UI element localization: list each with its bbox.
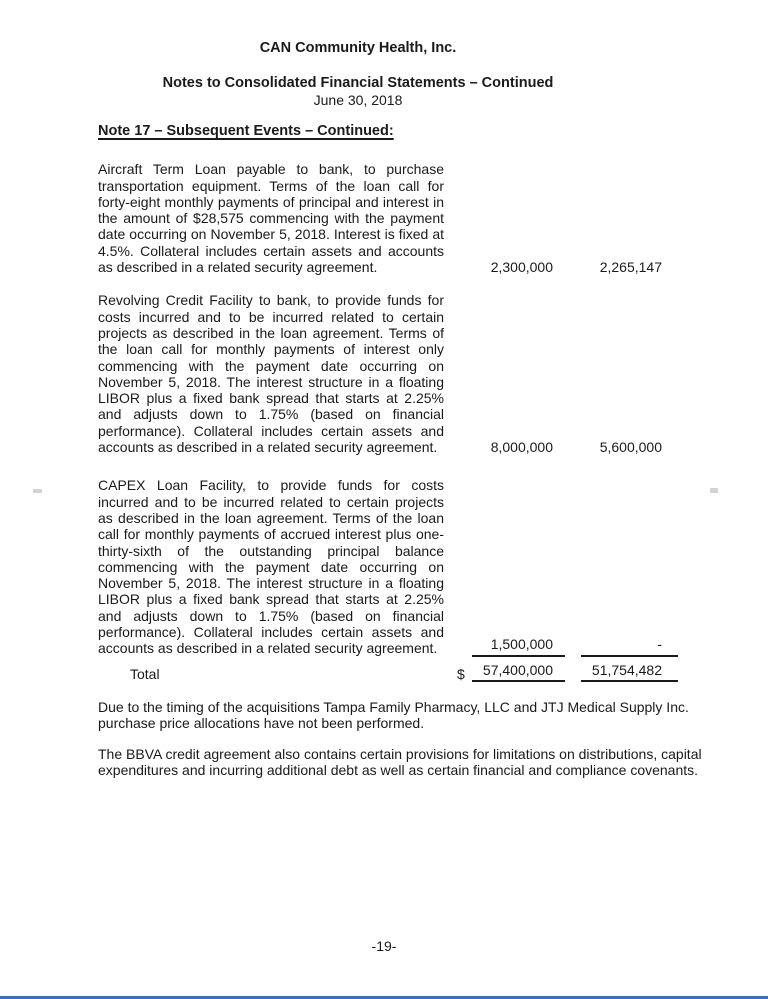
acquisitions-paragraph: Due to the timing of the acquisitions Tampa Family Pharmacy, LLC and JTJ Medical Supply Inc. purchase price allocations have not been performed. <box>98 698 689 732</box>
loan-amount-col2 <box>566 636 679 656</box>
total-row <box>98 662 679 682</box>
total-label: Total <box>130 665 160 682</box>
loan-description: Revolving Credit Facility to bank, to provide funds for costs incurred and to be incurred related to certain projects as described in the loan agreement. Terms of the loan call for monthly payments of interest only commencing with the payment date occurring on November 5, 2018. The interest structure in a floating LIBOR plus a fixed bank spread that starts at 2.25% and adjusts down to 1.75% (based on financial performance). Collateral includes certain assets and accounts as described in a related security agreement. <box>98 292 444 456</box>
loan-description: CAPEX Loan Facility, to provide funds for costs incurred and to be incurred related to certain projects as described in the loan agreement. Terms of the loan call for monthly payments of accrued interest plus one-thirty-sixth of the outstanding principal balance commencing with the payment date occurring on November 5, 2018. The interest structure in a floating LIBOR plus a fixed bank spread that starts at 2.25% and adjusts down to 1.75% (based on financial performance). Collateral includes certain assets and accounts as described in a related security agreement. <box>98 477 444 657</box>
loan-description: Aircraft Term Loan payable to bank, to purchase transportation equipment. Terms of the loan call for forty-eight monthly payments of principal and interest in the amount of $28,575 commencing with the payment date occurring on November 5, 2018. Interest is fixed at 4.5%. Collateral includes certain assets and accounts as described in a related security agreement. <box>98 161 444 276</box>
page-number: -19- <box>371 938 397 954</box>
loan-row-aircraft-term-loan <box>98 161 679 275</box>
dollar-sign: $ <box>457 665 465 682</box>
bbva-paragraph: The BBVA credit agreement also contains certain provisions for limitations on distributions, capital expenditures and incurring additional debt as well as certain financial and compliance covenants. <box>98 745 702 778</box>
loan-amount-col1 <box>444 636 566 656</box>
underlined-amount: - <box>581 636 678 656</box>
document-header <box>98 0 618 109</box>
statement-title: Notes to Consolidated Financial Statements – Continued <box>162 75 554 91</box>
total-amount-col1 <box>444 662 566 682</box>
loan-amount-col2: 2,265,147 <box>599 259 662 276</box>
loan-amount-col1: 8,000,000 <box>490 439 553 456</box>
loan-amount-col2: 5,600,000 <box>599 439 662 456</box>
underlined-amount: 57,400,000 <box>472 662 565 682</box>
document-content <box>98 0 768 778</box>
company-title: CAN Community Health, Inc. <box>259 40 457 56</box>
statement-date: June 30, 2018 <box>313 92 403 108</box>
loan-amount-col1: 2,300,000 <box>490 259 553 276</box>
scan-artifact-left <box>33 489 42 493</box>
loan-row-capex-loan-facility <box>98 477 679 656</box>
underlined-amount: 51,754,482 <box>581 662 678 682</box>
underlined-amount: 1,500,000 <box>472 636 565 656</box>
loan-row-revolving-credit-facility <box>98 292 679 455</box>
total-amount-col2 <box>566 662 679 682</box>
note-heading: Note 17 – Subsequent Events – Continued: <box>98 123 394 139</box>
scan-artifact-right <box>710 488 718 493</box>
